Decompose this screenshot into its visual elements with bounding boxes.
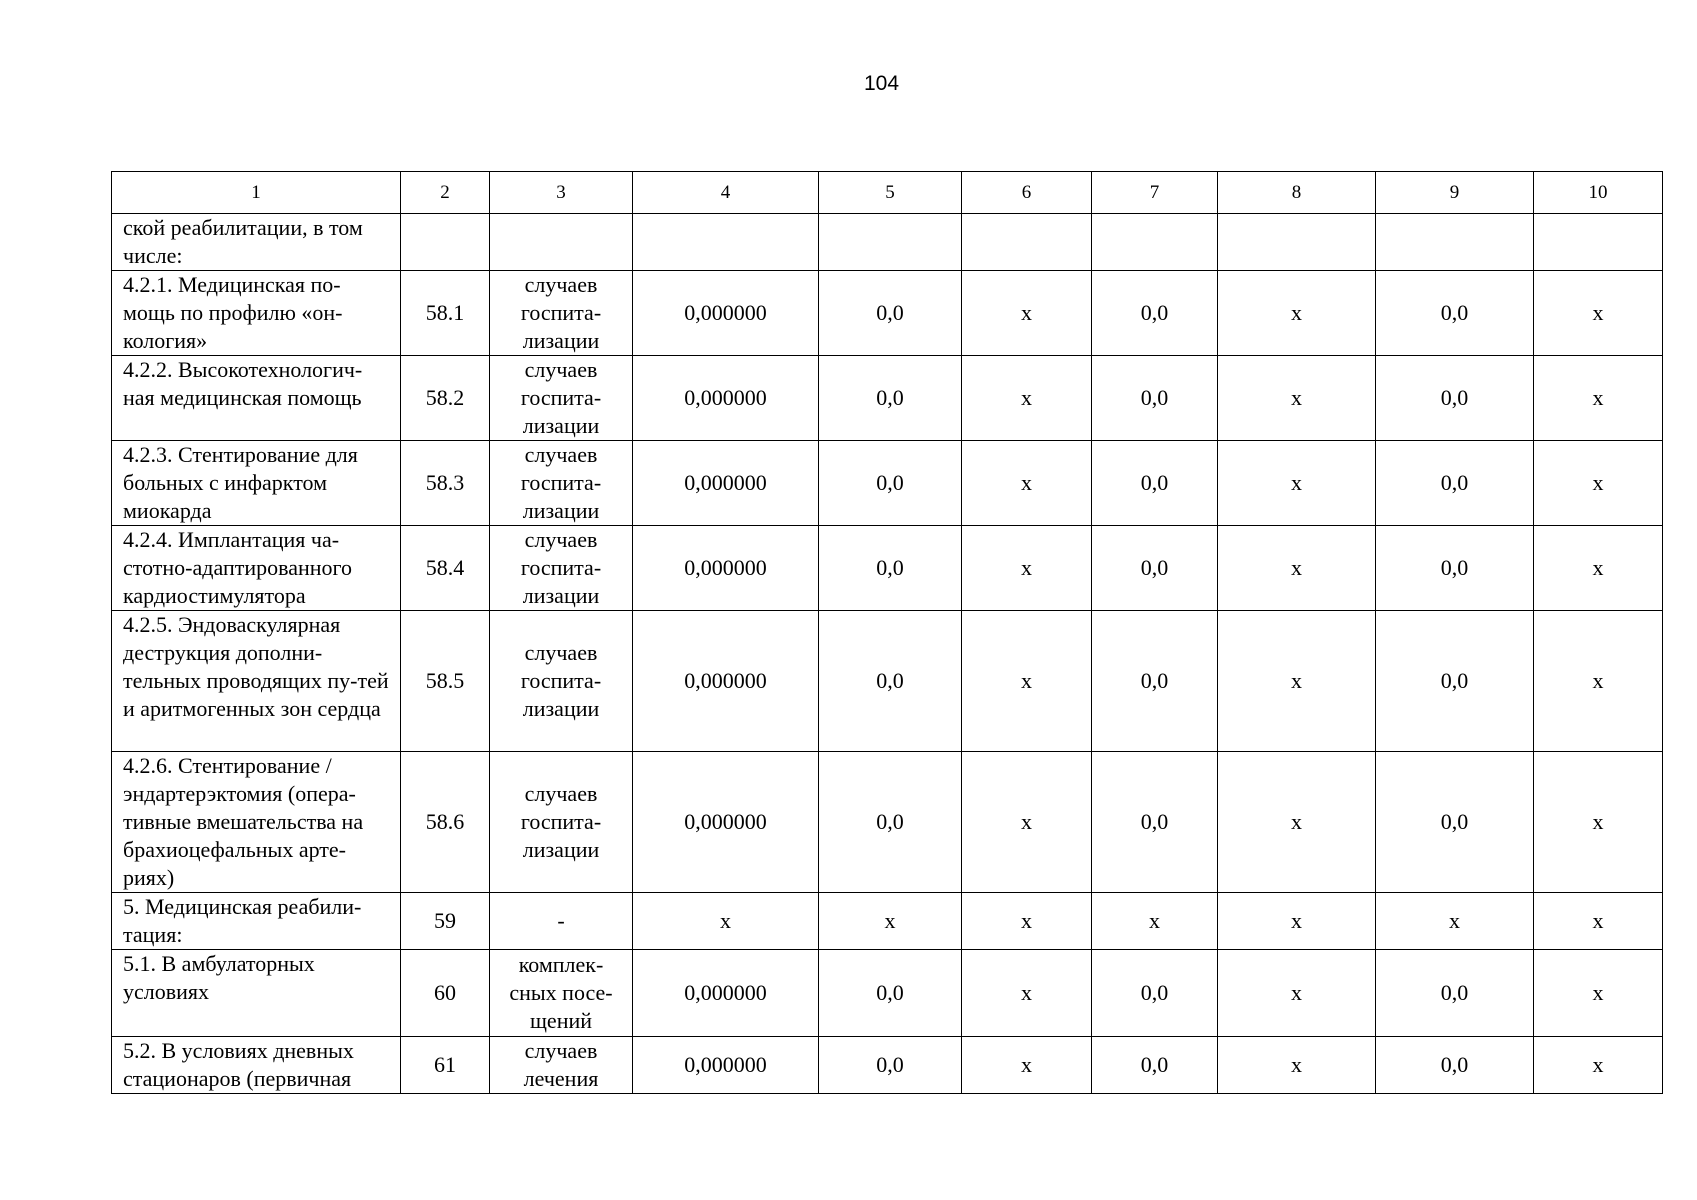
table-cell <box>962 214 1092 271</box>
table-cell: 0,0 <box>1092 271 1218 356</box>
table-row <box>112 950 1663 1037</box>
table-cell: 60 <box>401 950 490 1037</box>
header-cell: 5 <box>819 172 962 214</box>
header-row <box>112 172 1663 214</box>
table-cell: х <box>962 752 1092 893</box>
table-cell: 0,0 <box>819 526 962 611</box>
table-row <box>112 526 1663 611</box>
header-cell: 9 <box>1376 172 1534 214</box>
row-label: 4.2.3. Стентирование для больных с инфарктом миокарда <box>112 441 401 526</box>
header-cell: 6 <box>962 172 1092 214</box>
table-cell: 0,0 <box>1092 356 1218 441</box>
header-cell: 4 <box>633 172 819 214</box>
table-cell <box>1376 214 1534 271</box>
table-cell: 0,0 <box>819 611 962 752</box>
table-cell: 0,0 <box>1376 1037 1534 1094</box>
table-cell: комплек-сных посе-щений <box>490 950 633 1037</box>
header-cell: 2 <box>401 172 490 214</box>
table-cell: 0,0 <box>1376 950 1534 1037</box>
table-cell: 0,0 <box>819 356 962 441</box>
table-cell: х <box>962 356 1092 441</box>
table-cell: 0,0 <box>819 1037 962 1094</box>
table-row <box>112 441 1663 526</box>
table-cell: х <box>1218 752 1376 893</box>
table-cell: 0,0 <box>1092 1037 1218 1094</box>
table-cell: 0,000000 <box>633 611 819 752</box>
row-label: 5.1. В амбулаторных условиях <box>112 950 401 1037</box>
row-label: ской реабилитации, в том числе: <box>112 214 401 271</box>
table-cell: 0,000000 <box>633 441 819 526</box>
table-cell <box>490 214 633 271</box>
table-cell: х <box>1218 271 1376 356</box>
table-cell <box>1218 214 1376 271</box>
table-cell: 0,000000 <box>633 526 819 611</box>
table-row <box>112 271 1663 356</box>
table-cell: 0,0 <box>1092 752 1218 893</box>
table-cell: 58.6 <box>401 752 490 893</box>
table-cell: 58.1 <box>401 271 490 356</box>
table-cell: х <box>1534 271 1663 356</box>
table-cell: 0,0 <box>1376 441 1534 526</box>
table-cell: 0,0 <box>819 950 962 1037</box>
table-cell: х <box>1534 526 1663 611</box>
page-number: 104 <box>863 72 900 95</box>
table-cell <box>1092 214 1218 271</box>
table-cell: 58.5 <box>401 611 490 752</box>
table-cell: 58.4 <box>401 526 490 611</box>
table-cell: случаев госпита-лизации <box>490 441 633 526</box>
table-cell: 0,0 <box>1092 441 1218 526</box>
table-cell: х <box>1092 893 1218 950</box>
row-label: 5.2. В условиях дневных стационаров (первичная <box>112 1037 401 1094</box>
table-row <box>112 752 1663 893</box>
table-cell: х <box>1218 441 1376 526</box>
table-cell: х <box>962 1037 1092 1094</box>
table-cell: х <box>962 271 1092 356</box>
row-label: 4.2.4. Имплантация ча-стотно-адаптированного кардиостимулятора <box>112 526 401 611</box>
table-cell: 58.3 <box>401 441 490 526</box>
table-cell: 0,0 <box>1376 271 1534 356</box>
table-cell: х <box>962 950 1092 1037</box>
table-cell: 0,0 <box>1092 950 1218 1037</box>
table-cell: случаев лечения <box>490 1037 633 1094</box>
table-cell <box>401 214 490 271</box>
data-table <box>111 171 1663 1094</box>
row-label: 4.2.5. Эндоваскулярная деструкция дополни-тельных проводящих пу-тей и аритмогенных зон сердца <box>112 611 401 752</box>
table-cell: 0,0 <box>1376 752 1534 893</box>
table-cell: 0,0 <box>1092 526 1218 611</box>
table-cell: х <box>1218 356 1376 441</box>
table-cell: 58.2 <box>401 356 490 441</box>
table-cell: случаев госпита-лизации <box>490 356 633 441</box>
header-cell: 1 <box>112 172 401 214</box>
table-cell: х <box>962 526 1092 611</box>
table-cell: х <box>1534 893 1663 950</box>
row-label: 4.2.1. Медицинская по-мощь по профилю «он-кология» <box>112 271 401 356</box>
table-cell: х <box>1376 893 1534 950</box>
table-cell: 0,0 <box>1092 611 1218 752</box>
table-cell: х <box>633 893 819 950</box>
table-cell: х <box>962 893 1092 950</box>
table-cell: х <box>1218 1037 1376 1094</box>
table-cell: х <box>1218 893 1376 950</box>
table-row <box>112 611 1663 752</box>
table-cell: х <box>1218 950 1376 1037</box>
header-cell: 3 <box>490 172 633 214</box>
table-cell: х <box>1534 356 1663 441</box>
table-cell: 0,000000 <box>633 950 819 1037</box>
table-cell <box>819 214 962 271</box>
table-row <box>112 893 1663 950</box>
table-row <box>112 1037 1663 1094</box>
table-cell: 0,000000 <box>633 1037 819 1094</box>
table-cell: 0,0 <box>819 271 962 356</box>
table-cell: 0,0 <box>1376 526 1534 611</box>
table-cell: х <box>1534 611 1663 752</box>
table-row <box>112 356 1663 441</box>
table-cell: 61 <box>401 1037 490 1094</box>
header-cell: 10 <box>1534 172 1663 214</box>
header-cell: 8 <box>1218 172 1376 214</box>
row-label: 4.2.2. Высокотехнологич-ная медицинская помощь <box>112 356 401 441</box>
table-cell: 0,0 <box>819 441 962 526</box>
row-label: 4.2.6. Стентирование /эндартерэктомия (опера-тивные вмешательства на брахиоцефальных арте-риях) <box>112 752 401 893</box>
row-label: 5. Медицинская реабили-тация: <box>112 893 401 950</box>
table-cell: х <box>1534 752 1663 893</box>
table-cell: 59 <box>401 893 490 950</box>
table-cell <box>633 214 819 271</box>
table-cell: случаев госпита-лизации <box>490 752 633 893</box>
table-cell: случаев госпита-лизации <box>490 526 633 611</box>
table-cell: х <box>1534 441 1663 526</box>
table-cell: х <box>1218 526 1376 611</box>
table-cell: 0,0 <box>1376 356 1534 441</box>
table-cell: х <box>962 611 1092 752</box>
table-cell <box>1534 214 1663 271</box>
table-cell: 0,000000 <box>633 356 819 441</box>
table-cell: 0,000000 <box>633 271 819 356</box>
table-cell: х <box>962 441 1092 526</box>
table-cell: х <box>819 893 962 950</box>
table-cell: 0,0 <box>819 752 962 893</box>
table-cell: - <box>490 893 633 950</box>
table-cell: х <box>1534 950 1663 1037</box>
table-cell: 0,0 <box>1376 611 1534 752</box>
header-cell: 7 <box>1092 172 1218 214</box>
table-cell: 0,000000 <box>633 752 819 893</box>
table-cell: х <box>1218 611 1376 752</box>
table-cell: случаев госпита-лизации <box>490 611 633 752</box>
table-cell: х <box>1534 1037 1663 1094</box>
table-cell: случаев госпита-лизации <box>490 271 633 356</box>
table-row <box>112 214 1663 271</box>
